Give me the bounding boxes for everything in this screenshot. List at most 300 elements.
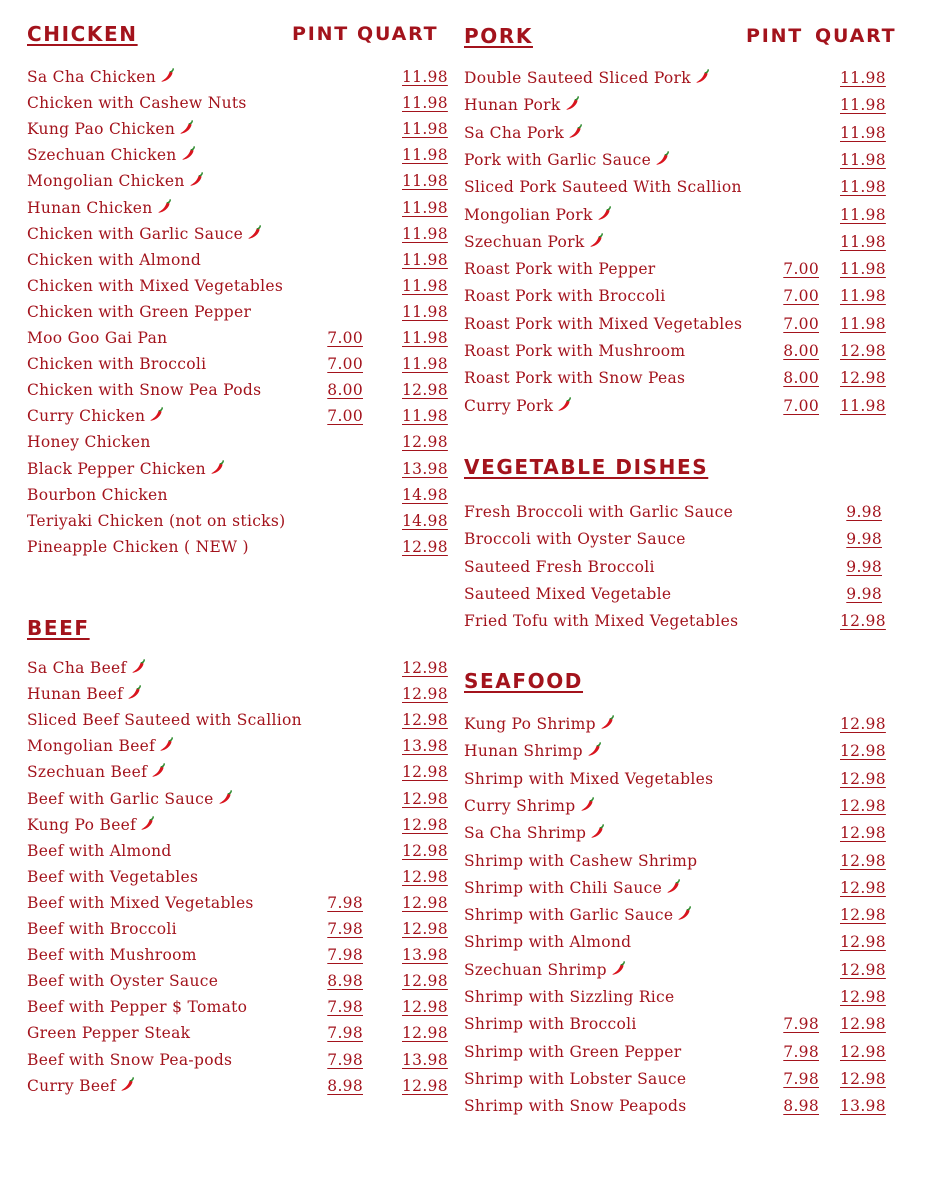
- menu-item-name: [464, 342, 685, 360]
- menu-item-label: Szechuan Pork: [464, 232, 585, 251]
- menu-item-name: [27, 972, 218, 990]
- menu-item-label: Szechuan Chicken: [27, 146, 177, 165]
- menu-item-name: [464, 770, 713, 788]
- menu-item-row: [464, 1097, 904, 1119]
- menu-item-name: [27, 1051, 232, 1069]
- menu-item-label: Beef with Vegetables: [27, 867, 199, 886]
- menu-item-label: Beef with Broccoli: [27, 920, 177, 938]
- menu-item-label: Mongolian Beef: [27, 737, 156, 756]
- menu-item-name: [27, 433, 151, 451]
- menu-item-label: Mongolian Pork: [464, 205, 593, 224]
- menu-item-name: [27, 460, 225, 478]
- menu-item-name: [464, 824, 605, 842]
- quart-price: 11.98: [402, 276, 448, 295]
- chili-pepper-icon: [580, 797, 595, 812]
- menu-item-row: [27, 867, 448, 890]
- menu-item-label: Chicken with Snow Pea Pods: [27, 381, 262, 400]
- menu-item-row: [27, 276, 448, 299]
- quart-price: 12.98: [840, 960, 886, 979]
- pint-price: 7.98: [783, 1042, 819, 1061]
- pint-price: 8.98: [327, 1076, 363, 1095]
- quart-price: 12.98: [840, 988, 886, 1006]
- menu-item-label: Mongolian Chicken: [27, 172, 185, 191]
- menu-item-name: [27, 538, 249, 556]
- menu-item-row: [27, 1050, 448, 1073]
- chili-pepper-icon: [611, 961, 626, 976]
- quart-price: 11.98: [840, 123, 886, 142]
- menu-item-row: [27, 459, 448, 482]
- menu-item-row: [27, 224, 448, 247]
- menu-item-label: Roast Pork with Snow Peas: [464, 369, 686, 388]
- menu-item-label: Sa Cha Beef: [27, 659, 127, 677]
- menu-item-label: Hunan Chicken: [27, 198, 153, 217]
- menu-item-name: [27, 120, 194, 138]
- menu-item-row: [464, 151, 904, 173]
- menu-item-row: [464, 287, 904, 309]
- quart-price: 13.98: [402, 737, 448, 756]
- quart-price: 11.98: [402, 172, 448, 191]
- menu-item-name: [27, 225, 262, 243]
- menu-item-row: [464, 1043, 904, 1065]
- menu-item-row: [27, 120, 448, 142]
- menu-item-row: [464, 879, 904, 901]
- menu-item-label: Pineapple Chicken ( NEW ): [27, 537, 249, 556]
- menu-item-row: [27, 998, 448, 1020]
- menu-item-name: [464, 612, 738, 630]
- chicken-pint-header: PINT: [292, 23, 350, 45]
- chili-pepper-icon: [151, 763, 166, 778]
- menu-item-label: Roast Pork with Broccoli: [464, 287, 666, 306]
- pint-price: 7.00: [327, 407, 363, 426]
- menu-item-row: [464, 260, 904, 282]
- menu-item-row: [27, 537, 448, 560]
- menu-item-row: [464, 742, 904, 764]
- chili-pepper-icon: [589, 233, 604, 248]
- menu-item-row: [27, 485, 448, 508]
- quart-price: 12.98: [402, 381, 448, 400]
- menu-item-row: [464, 124, 904, 146]
- quart-price: 12.98: [840, 878, 886, 897]
- menu-item-name: [27, 1024, 190, 1042]
- pint-price: 7.98: [783, 1069, 819, 1088]
- chili-pepper-icon: [666, 879, 681, 894]
- menu-item-name: [464, 797, 595, 815]
- quart-price: 11.98: [402, 329, 448, 347]
- menu-item-label: Curry Pork: [464, 396, 554, 415]
- menu-item-name: [27, 790, 233, 808]
- menu-item-label: Sliced Pork Sauteed With Scallion: [464, 178, 742, 197]
- menu-item-label: Beef with Almond: [27, 841, 172, 860]
- quart-price: 12.98: [840, 612, 886, 631]
- menu-item-row: [27, 1024, 448, 1046]
- vegetable-dishes-section-title: VEGETABLE DISHES: [464, 455, 709, 479]
- quart-price: 11.98: [840, 314, 886, 333]
- quart-price: 11.98: [840, 150, 886, 169]
- menu-item-row: [464, 369, 904, 391]
- menu-item-name: [464, 178, 742, 196]
- menu-item-row: [27, 737, 448, 759]
- menu-item-label: Teriyaki Chicken (not on sticks): [27, 511, 286, 530]
- menu-item-name: [464, 1043, 681, 1061]
- menu-item-row: [27, 355, 448, 377]
- chili-pepper-icon: [210, 460, 225, 475]
- chili-pepper-icon: [597, 206, 612, 221]
- menu-item-row: [27, 893, 448, 916]
- menu-item-label: Sa Cha Chicken: [27, 68, 157, 86]
- menu-item-label: Beef with Mushroom: [27, 946, 197, 965]
- menu-item-name: [27, 842, 172, 860]
- quart-price: 12.98: [402, 789, 448, 808]
- quart-price: 12.98: [402, 998, 448, 1017]
- beef-section-title: BEEF: [27, 616, 90, 640]
- menu-item-name: [464, 558, 655, 576]
- chili-pepper-icon: [127, 685, 142, 700]
- menu-item-label: Beef with Mixed Vegetables: [27, 893, 254, 912]
- pint-price: 8.98: [327, 972, 363, 991]
- pint-price: 8.00: [327, 381, 363, 400]
- menu-item-name: [464, 397, 572, 415]
- quart-price: 12.98: [840, 906, 886, 925]
- menu-item-label: Bourbon Chicken: [27, 485, 168, 504]
- menu-item-name: [27, 763, 166, 781]
- pint-price: 8.00: [783, 342, 819, 360]
- menu-item-row: [27, 972, 448, 994]
- chili-pepper-icon: [179, 120, 194, 135]
- menu-item-label: Shrimp with Sizzling Rice: [464, 988, 675, 1006]
- menu-item-label: Szechuan Beef: [27, 763, 148, 782]
- quart-price: 12.98: [402, 433, 448, 452]
- menu-item-row: [464, 612, 904, 634]
- menu-item-label: Broccoli with Oyster Sauce: [464, 530, 686, 549]
- menu-item-row: [27, 302, 448, 325]
- pint-price: 7.00: [783, 314, 819, 333]
- quart-price: 12.98: [402, 659, 448, 677]
- quart-price: 11.98: [402, 302, 448, 321]
- quart-price: 12.98: [840, 769, 886, 788]
- menu-item-label: Chicken with Garlic Sauce: [27, 224, 244, 243]
- pint-price: 8.98: [783, 1097, 819, 1116]
- menu-item-name: [27, 894, 254, 912]
- chili-pepper-icon: [181, 146, 196, 161]
- menu-item-name: [27, 737, 174, 755]
- menu-item-name: [27, 355, 206, 373]
- menu-item-row: [464, 852, 904, 874]
- quart-price: 14.98: [402, 511, 448, 530]
- menu-item-name: [27, 407, 164, 425]
- chili-pepper-icon: [157, 199, 172, 214]
- menu-item-label: Sliced Beef Sauteed with Scallion: [27, 711, 302, 730]
- quart-price: 13.98: [840, 1097, 886, 1116]
- menu-item-name: [27, 94, 247, 112]
- menu-item-name: [464, 287, 666, 305]
- menu-item-label: Pork with Garlic Sauce: [464, 150, 652, 169]
- quart-price: 12.98: [402, 1076, 448, 1095]
- menu-item-row: [27, 94, 448, 116]
- quart-price: 12.98: [402, 972, 448, 991]
- menu-item-label: Curry Shrimp: [464, 796, 576, 815]
- menu-item-name: [464, 933, 631, 951]
- chili-pepper-icon: [149, 407, 164, 422]
- menu-item-label: Roast Pork with Mushroom: [464, 342, 686, 360]
- menu-item-label: Shrimp with Green Pepper: [464, 1042, 682, 1061]
- menu-item-label: Double Sauteed Sliced Pork: [464, 69, 691, 87]
- pint-price: 8.00: [783, 369, 819, 388]
- menu-item-label: Szechuan Shrimp: [464, 960, 607, 979]
- menu-item-name: [464, 233, 604, 251]
- menu-item-label: Chicken with Green Pepper: [27, 302, 252, 321]
- menu-item-label: Shrimp with Chili Sauce: [464, 878, 663, 897]
- menu-item-name: [27, 329, 167, 347]
- menu-item-row: [464, 96, 904, 118]
- quart-price: 12.98: [402, 893, 448, 912]
- menu-item-label: Chicken with Mixed Vegetables: [27, 276, 284, 295]
- quart-price: 12.98: [402, 1024, 448, 1043]
- chili-pepper-icon: [120, 1077, 135, 1092]
- menu-item-row: [27, 381, 448, 403]
- menu-item-row: [27, 146, 448, 168]
- menu-item-name: [464, 124, 583, 142]
- chicken-section-title: CHICKEN: [27, 22, 138, 46]
- menu-item-row: [464, 206, 904, 228]
- quart-price: 12.98: [840, 1015, 886, 1034]
- quart-price: 11.98: [840, 260, 886, 279]
- menu-item-name: [27, 816, 155, 834]
- quart-price: 12.98: [840, 369, 886, 388]
- menu-item-label: Kung Pao Chicken: [27, 120, 176, 139]
- menu-item-name: [27, 486, 168, 504]
- menu-item-label: Black Pepper Chicken: [27, 459, 206, 478]
- quart-price: 11.98: [402, 224, 448, 243]
- menu-item-name: [464, 742, 602, 760]
- menu-item-name: [464, 1070, 686, 1088]
- chili-pepper-icon: [140, 816, 155, 831]
- pork-pint-header: PINT: [746, 25, 804, 47]
- menu-item-row: [464, 69, 904, 91]
- menu-item-row: [464, 988, 904, 1010]
- chili-pepper-icon: [189, 172, 204, 187]
- chili-pepper-icon: [655, 151, 670, 166]
- menu-item-row: [464, 558, 904, 580]
- menu-item-row: [27, 433, 448, 455]
- menu-item-label: Beef with Oyster Sauce: [27, 972, 219, 991]
- menu-item-name: [464, 69, 710, 87]
- menu-item-name: [464, 961, 626, 979]
- menu-item-name: [464, 530, 686, 548]
- quart-price: 12.98: [402, 841, 448, 860]
- menu-item-label: Beef with Snow Pea-pods: [27, 1050, 233, 1069]
- menu-item-name: [27, 277, 283, 295]
- menu-item-name: [464, 260, 656, 278]
- pint-price: 7.00: [327, 355, 363, 374]
- menu-item-label: Shrimp with Garlic Sauce: [464, 906, 674, 925]
- chili-pepper-icon: [590, 824, 605, 839]
- pork-section-title: PORK: [464, 24, 533, 48]
- menu-item-row: [464, 824, 904, 846]
- chili-pepper-icon: [600, 715, 615, 730]
- quart-price: 11.98: [840, 232, 886, 251]
- menu-item-label: Shrimp with Snow Peapods: [464, 1097, 687, 1116]
- menu-item-row: [464, 585, 904, 607]
- menu-item-row: [27, 763, 448, 785]
- menu-item-name: [27, 685, 142, 703]
- menu-item-label: Hunan Pork: [464, 96, 561, 115]
- menu-item-name: [27, 998, 247, 1016]
- menu-item-name: [27, 172, 204, 190]
- quart-price: 11.98: [840, 178, 886, 197]
- chili-pepper-icon: [568, 124, 583, 139]
- menu-item-row: [464, 961, 904, 983]
- menu-item-row: [27, 920, 448, 942]
- menu-item-row: [464, 715, 904, 737]
- menu-item-label: Sa Cha Pork: [464, 123, 565, 142]
- menu-item-row: [464, 933, 904, 955]
- menu-item-name: [464, 369, 685, 387]
- menu-item-label: Hunan Shrimp: [464, 742, 583, 761]
- quart-price: 13.98: [402, 459, 448, 478]
- quart-price: 11.98: [402, 198, 448, 217]
- pint-price: 7.98: [783, 1015, 819, 1034]
- menu-item-label: Shrimp with Mixed Vegetables: [464, 769, 714, 788]
- quart-price: 12.98: [840, 342, 886, 360]
- menu-item-row: [464, 342, 904, 364]
- menu-item-name: [464, 879, 681, 897]
- pint-price: 7.00: [783, 260, 819, 279]
- quart-price: 11.98: [840, 69, 886, 87]
- menu-item-name: [27, 303, 251, 321]
- pint-price: 7.98: [327, 998, 363, 1017]
- quart-price: 13.98: [402, 946, 448, 965]
- menu-item-row: [464, 178, 904, 200]
- chili-pepper-icon: [131, 659, 146, 674]
- pint-price: 7.00: [783, 287, 819, 306]
- quart-price: 11.98: [402, 250, 448, 269]
- menu-item-name: [27, 711, 302, 729]
- menu-item-label: Curry Beef: [27, 1076, 116, 1095]
- menu-item-label: Green Pepper Steak: [27, 1024, 191, 1043]
- pork-quart-header: QUART: [815, 25, 897, 47]
- menu-item-label: Curry Chicken: [27, 407, 146, 426]
- menu-item-label: Beef with Garlic Sauce: [27, 789, 214, 808]
- menu-item-row: [27, 946, 448, 968]
- pint-price: 7.98: [327, 946, 363, 965]
- menu-item-label: Chicken with Broccoli: [27, 355, 207, 374]
- menu-item-name: [27, 512, 285, 530]
- quart-price: 12.98: [402, 537, 448, 556]
- menu-item-name: [27, 68, 175, 86]
- menu-item-name: [464, 1015, 637, 1033]
- quart-price: 9.98: [846, 503, 882, 521]
- quart-price: 12.98: [402, 711, 448, 730]
- menu-item-label: Hunan Beef: [27, 685, 124, 704]
- chili-pepper-icon: [218, 790, 233, 805]
- pint-price: 7.00: [327, 329, 363, 347]
- menu-item-label: Shrimp with Lobster Sauce: [464, 1069, 687, 1088]
- quart-price: 11.98: [840, 205, 886, 224]
- chili-pepper-icon: [247, 225, 262, 240]
- menu-item-row: [464, 397, 904, 419]
- chili-pepper-icon: [159, 737, 174, 752]
- quart-price: 12.98: [840, 715, 886, 733]
- seafood-section-title: SEAFOOD: [464, 669, 584, 693]
- pint-price: 7.98: [327, 1024, 363, 1043]
- quart-price: 9.98: [846, 584, 882, 603]
- menu-item-label: Fresh Broccoli with Garlic Sauce: [464, 503, 734, 521]
- menu-item-row: [27, 172, 448, 194]
- quart-price: 11.98: [402, 407, 448, 426]
- menu-item-name: [464, 315, 742, 333]
- quart-price: 9.98: [846, 557, 882, 576]
- quart-price: 12.98: [402, 920, 448, 938]
- menu-item-row: [27, 841, 448, 864]
- quart-price: 12.98: [402, 867, 448, 886]
- quart-price: 13.98: [402, 1050, 448, 1069]
- quart-price: 11.98: [402, 94, 448, 113]
- quart-price: 12.98: [840, 796, 886, 815]
- pint-price: 7.98: [327, 1050, 363, 1069]
- menu-item-name: [464, 585, 671, 603]
- quart-price: 11.98: [840, 287, 886, 306]
- menu-item-row: [464, 1070, 904, 1092]
- quart-price: 11.98: [402, 120, 448, 139]
- quart-price: 9.98: [846, 530, 882, 549]
- quart-price: 12.98: [840, 851, 886, 870]
- menu-item-row: [464, 797, 904, 819]
- quart-price: 12.98: [402, 763, 448, 782]
- menu-item-row: [27, 68, 448, 90]
- menu-item-label: Shrimp with Broccoli: [464, 1015, 637, 1034]
- menu-item-name: [27, 868, 198, 886]
- menu-item-label: Roast Pork with Mixed Vegetables: [464, 314, 743, 333]
- menu-item-row: [464, 503, 904, 525]
- menu-item-label: Sauteed Mixed Vegetable: [464, 584, 672, 603]
- menu-item-label: Sauteed Fresh Broccoli: [464, 557, 655, 576]
- menu-item-name: [27, 659, 146, 677]
- menu-item-row: [464, 1015, 904, 1037]
- chili-pepper-icon: [677, 906, 692, 921]
- quart-price: 11.98: [402, 355, 448, 374]
- pint-price: 7.00: [783, 396, 819, 415]
- menu-item-row: [27, 1076, 448, 1099]
- menu-item-row: [464, 770, 904, 792]
- menu-item-name: [464, 503, 733, 521]
- menu-item-name: [27, 920, 177, 938]
- menu-item-row: [27, 685, 448, 707]
- chili-pepper-icon: [565, 96, 580, 111]
- menu-item-row: [27, 329, 448, 351]
- menu-item-label: Honey Chicken: [27, 433, 151, 452]
- quart-price: 12.98: [402, 685, 448, 704]
- pint-price: 7.98: [327, 920, 363, 938]
- quart-price: 11.98: [840, 96, 886, 115]
- quart-price: 11.98: [402, 146, 448, 165]
- menu-item-label: Sa Cha Shrimp: [464, 824, 587, 843]
- menu-item-row: [464, 530, 904, 552]
- menu-item-label: Shrimp with Almond: [464, 933, 632, 952]
- menu-item-name: [27, 381, 261, 399]
- menu-item-label: Shrimp with Cashew Shrimp: [464, 851, 698, 870]
- menu-item-name: [27, 1077, 135, 1095]
- menu-item-label: Chicken with Cashew Nuts: [27, 94, 247, 113]
- menu-item-row: [27, 407, 448, 429]
- menu-item-name: [27, 251, 201, 269]
- menu-item-name: [464, 988, 675, 1006]
- menu-item-label: Roast Pork with Pepper: [464, 260, 656, 279]
- menu-item-label: Beef with Pepper $ Tomato: [27, 998, 248, 1017]
- menu-item-name: [464, 151, 670, 169]
- menu-item-name: [464, 1097, 686, 1115]
- quart-price: 12.98: [840, 824, 886, 843]
- quart-price: 12.98: [840, 742, 886, 761]
